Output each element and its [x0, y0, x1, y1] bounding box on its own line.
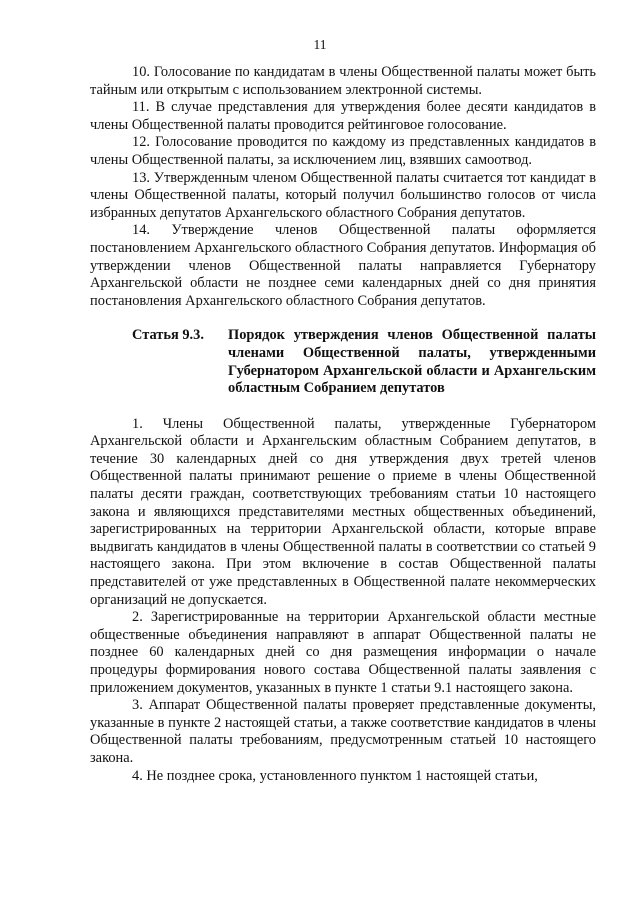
document-body [90, 64, 596, 785]
paragraph-14: 14. Утверждение членов Общественной палаты оформляется постановлением Архангельского областного Собрания депутатов. Информация об утверждении членов Общественной палаты направляется Губернатору Архангельской области не позднее семи календарных дней со дня принятия постановления Архангельского областного Собрания депутатов. [90, 222, 596, 309]
article-number: Статья 9.3. [132, 327, 204, 344]
paragraph-3: 3. Аппарат Общественной палаты проверяет представленные документы, указанные в пункте 2 настоящей статьи, а также соответствие кандидатов в члены Общественной палаты требованиям, предусмотренным статьей 10 настоящего закона. [90, 697, 596, 766]
article-heading [90, 327, 596, 397]
paragraph-1: 1. Члены Общественной палаты, утвержденные Губернатором Архангельской области и Архангельским областным Собранием депутатов, в течение 30 календарных дней со дня утверждения двух третей членов Общественной палаты принимают решение о приеме в члены Общественной палаты десяти граждан, соответствующих требованиям статьи 10 настоящего закона и являющихся представителями местных общественных объединений, зарегистрированных на территории Архангельской области, которые вправе выдвигать кандидатов в члены Общественной палаты в соответствии со статьей 9 настоящего закона. При этом включение в состав Общественной палаты представителей от уже представленных в Общественной палате некоммерческих организаций не допускается. [90, 415, 596, 608]
paragraph-2: 2. Зарегистрированные на территории Архангельской области местные общественные объединения направляют в аппарат Общественной палаты не позднее 60 календарных дней со дня размещения информации о начале процедуры формирования нового состава Общественной палаты заявления с приложением документов, указанных в пункте 1 статьи 9.1 настоящего закона. [90, 609, 596, 696]
paragraph-10: 10. Голосование по кандидатам в члены Общественной палаты может быть тайным или открытым с использованием электронной системы. [90, 64, 596, 98]
paragraph-13: 13. Утвержденным членом Общественной палаты считается тот кандидат в члены Общественной палаты, который получил большинство голосов от числа избранных депутатов Архангельского областного Собрания депутатов. [90, 169, 596, 221]
article-title: Порядок утверждения членов Общественной палаты членами Общественной палаты, утвержденными Губернатором Архангельской области и Архангельским областным Собранием депутатов [228, 327, 596, 397]
paragraph-12: 12. Голосование проводится по каждому из представленных кандидатов в члены Общественной палаты, за исключением лиц, взявших самоотвод. [90, 134, 596, 168]
page-number: 11 [313, 37, 327, 52]
paragraph-11: 11. В случае представления для утверждения более десяти кандидатов в члены Общественной палаты проводится рейтинговое голосование. [90, 99, 596, 133]
paragraph-4: 4. Не позднее срока, установленного пунктом 1 настоящей статьи, [132, 767, 538, 784]
